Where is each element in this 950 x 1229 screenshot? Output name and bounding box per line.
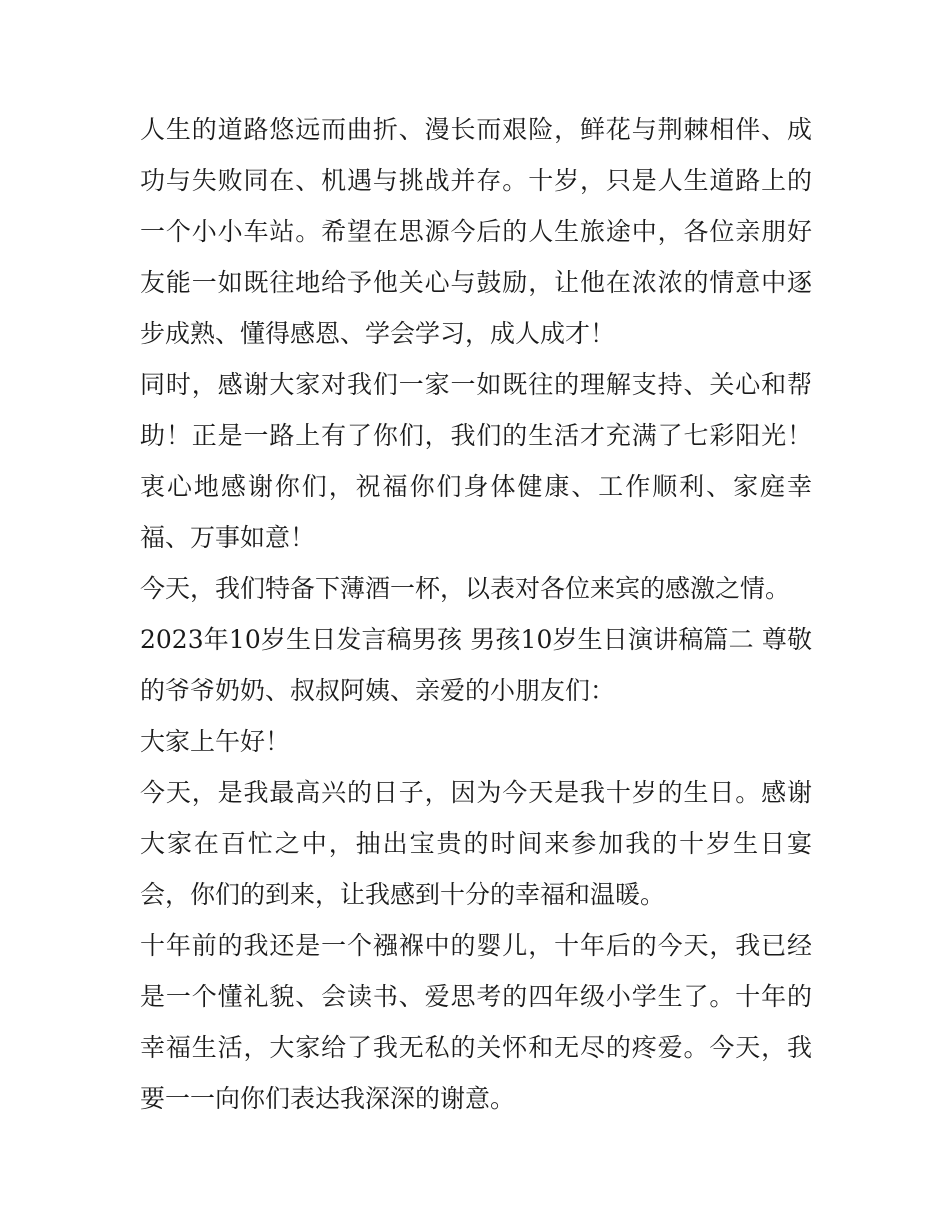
document-body: [140, 104, 812, 1124]
paragraph-ten-years: 十年前的我还是一个襁褓中的婴儿，十年后的今天，我已经是一个懂礼貌、会读书、爱思考的四年级小学生了。十年的幸福生活，大家给了我无私的关怀和无尽的疼爱。今天，我要一一向你们表达我深深的谢意。: [140, 931, 812, 1113]
paragraph-speech-two-title: 2023年10岁生日发言稿男孩 男孩10岁生日演讲稿篇二 尊敬的爷爷奶奶、叔叔阿姨、亲爱的小朋友们：: [140, 625, 812, 705]
paragraph-thanks: 同时，感谢大家对我们一家一如既往的理解支持、关心和帮助！正是一路上有了你们，我们的生活才充满了七彩阳光！衷心地感谢你们，祝福你们身体健康、工作顺利、家庭幸福、万事如意！: [140, 370, 812, 552]
paragraph-toast: 今天，我们特备下薄酒一杯，以表对各位来宾的感激之情。: [140, 574, 791, 603]
paragraph-life-road: 人生的道路悠远而曲折、漫长而艰险，鲜花与荆棘相伴、成功与失败同在、机遇与挑战并存。十岁，只是人生道路上的一个小小车站。希望在思源今后的人生旅途中，各位亲朋好友能一如既往地给予他关心与鼓励，让他在浓浓的情意中逐步成熟、懂得感恩、学会学习，成人成才！: [140, 115, 812, 348]
paragraph-birthday: 今天，是我最高兴的日子，因为今天是我十岁的生日。感谢大家在百忙之中，抽出宝贵的时间来参加我的十岁生日宴会，你们的到来，让我感到十分的幸福和温暖。: [140, 778, 812, 909]
paragraph-greeting: 大家上午好！: [140, 727, 291, 756]
